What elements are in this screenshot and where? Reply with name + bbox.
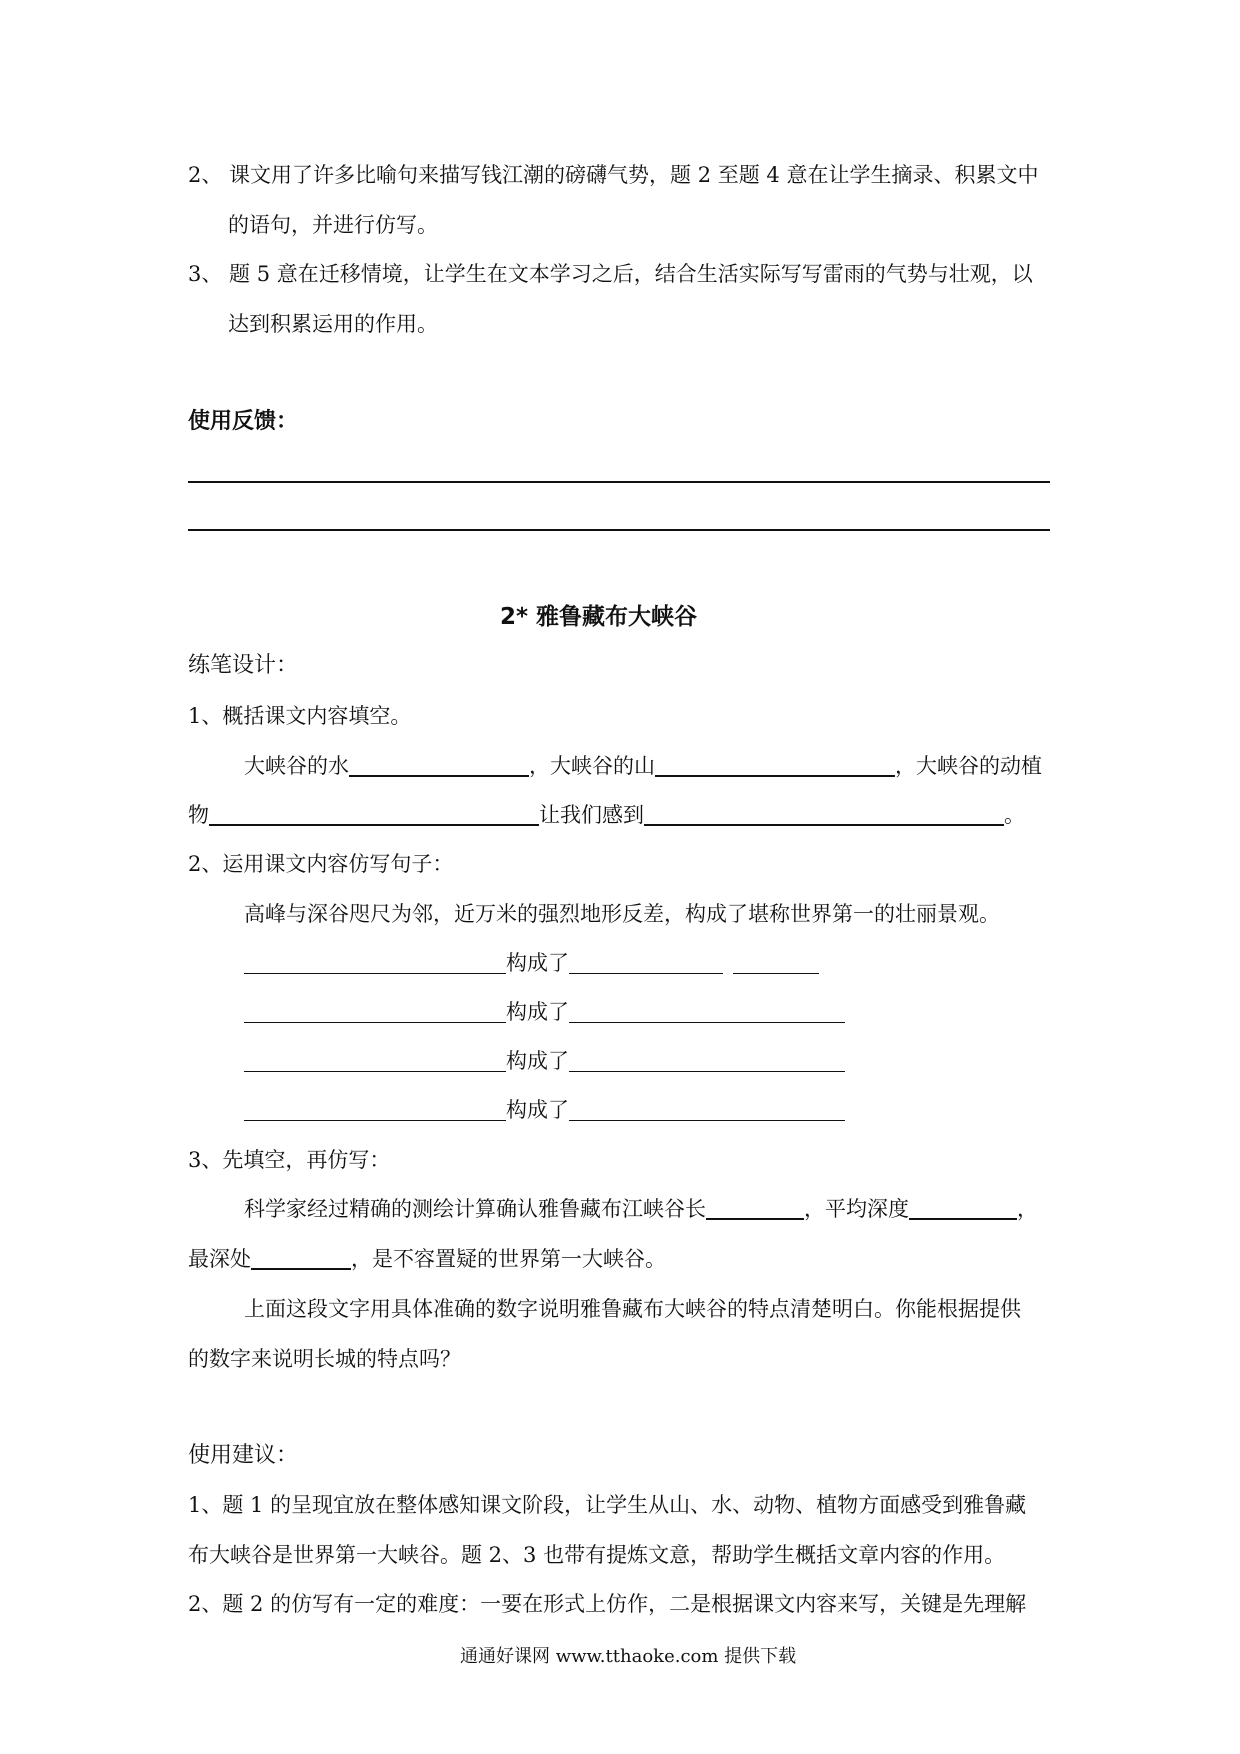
imitation-row-2-blank-a[interactable] xyxy=(244,1000,506,1023)
question-3-paragraph-line-1: 上面这段文字用具体准确的数字说明雅鲁藏布大峡谷的特点清楚明白。你能根据提供 xyxy=(244,1297,1021,1321)
suggestions-heading: 使用建议： xyxy=(188,1443,299,1468)
q1-text-wu: 物 xyxy=(188,803,209,827)
practice-heading: 练笔设计： xyxy=(188,653,299,678)
intro-item-2-line-1: 2、 课文用了许多比喻句来描写钱江潮的磅礴气势，题 2 至题 4 意在让学生摘录、积累文中 xyxy=(188,163,1039,187)
q1-blank-mountain[interactable] xyxy=(655,753,895,777)
imitation-row-1 xyxy=(244,948,819,978)
q3-text-conclusion: ，是不容置疑的世界第一大峡谷。 xyxy=(351,1247,666,1271)
question-2-label: 2、运用课文内容仿写句子： xyxy=(188,852,454,876)
q3-text-comma: ， xyxy=(1017,1197,1038,1221)
q3-blank-length[interactable] xyxy=(706,1196,804,1220)
imitation-row-4-blank-b[interactable] xyxy=(569,1098,845,1121)
imitation-row-3 xyxy=(244,1046,845,1076)
intro-item-3-line-1: 3、 题 5 意在迁移情境，让学生在文本学习之后，结合生活实际写写雷雨的气势与壮观，以 xyxy=(188,262,1033,286)
question-3-paragraph-line-2: 的数字来说明长城的特点吗？ xyxy=(188,1347,461,1371)
imitation-row-4-connector: 构成了 xyxy=(506,1098,569,1122)
lesson-title: 2* 雅鲁藏布大峡谷 xyxy=(500,604,698,630)
q1-blank-water[interactable] xyxy=(349,753,529,777)
q1-text-flora: ，大峡谷的动植 xyxy=(895,754,1042,778)
q3-blank-deepest[interactable] xyxy=(251,1246,351,1270)
imitation-row-4-blank-a[interactable] xyxy=(244,1098,506,1121)
q1-text-end: 。 xyxy=(1004,803,1025,827)
feedback-heading: 使用反馈： xyxy=(188,409,299,434)
q3-text-deepest: 最深处 xyxy=(188,1247,251,1271)
imitation-row-3-connector: 构成了 xyxy=(506,1049,569,1073)
q1-text-feel: 让我们感到 xyxy=(539,803,644,827)
q1-text-water: 大峡谷的水 xyxy=(244,754,349,778)
intro-item-3-line-2: 达到积累运用的作用。 xyxy=(228,312,438,336)
imitation-row-3-blank-a[interactable] xyxy=(244,1049,506,1072)
question-3-label: 3、先填空，再仿写： xyxy=(188,1148,391,1172)
question-3-line-2 xyxy=(188,1244,666,1274)
question-3-line-1 xyxy=(244,1194,1038,1224)
imitation-row-3-blank-b[interactable] xyxy=(569,1049,845,1072)
question-1-line-2 xyxy=(188,800,1025,830)
imitation-row-1-blank-a[interactable] xyxy=(244,951,506,974)
imitation-row-4 xyxy=(244,1095,845,1125)
question-2-example: 高峰与深谷咫尺为邻，近万米的强烈地形反差，构成了堪称世界第一的壮丽景观。 xyxy=(244,902,1000,926)
imitation-row-2-connector: 构成了 xyxy=(506,1000,569,1024)
suggestion-2-line-1: 2、题 2 的仿写有一定的难度：一要在形式上仿作，二是根据课文内容来写，关键是先理解 xyxy=(188,1592,1027,1616)
q1-text-mountain: ，大峡谷的山 xyxy=(529,754,655,778)
q1-blank-feel[interactable] xyxy=(644,802,1004,826)
suggestion-1-line-1: 1、题 1 的呈现宜放在整体感知课文阶段，让学生从山、水、动物、植物方面感受到雅鲁藏 xyxy=(188,1493,1027,1517)
question-1-line-1 xyxy=(244,751,1042,781)
feedback-answer-line-1 xyxy=(188,481,1050,483)
suggestion-1-line-2: 布大峡谷是世界第一大峡谷。题 2、3 也带有提炼文意，帮助学生概括文章内容的作用。 xyxy=(188,1543,1006,1567)
q3-text-depth: ，平均深度 xyxy=(804,1197,909,1221)
footer-source: 通通好课网 www.tthaoke.com 提供下载 xyxy=(460,1646,797,1667)
imitation-row-1-blank-c[interactable] xyxy=(733,951,819,974)
question-1-label: 1、概括课文内容填空。 xyxy=(188,704,412,728)
q3-blank-depth[interactable] xyxy=(909,1196,1017,1220)
imitation-row-2-blank-b[interactable] xyxy=(569,1000,845,1023)
imitation-row-1-connector: 构成了 xyxy=(506,951,569,975)
q1-blank-flora[interactable] xyxy=(209,802,539,826)
q3-text-length: 科学家经过精确的测绘计算确认雅鲁藏布江峡谷长 xyxy=(244,1197,706,1221)
imitation-row-2 xyxy=(244,997,845,1027)
intro-item-2-line-2: 的语句，并进行仿写。 xyxy=(228,213,438,237)
imitation-row-1-blank-b[interactable] xyxy=(569,951,723,974)
feedback-answer-line-2 xyxy=(188,529,1050,531)
